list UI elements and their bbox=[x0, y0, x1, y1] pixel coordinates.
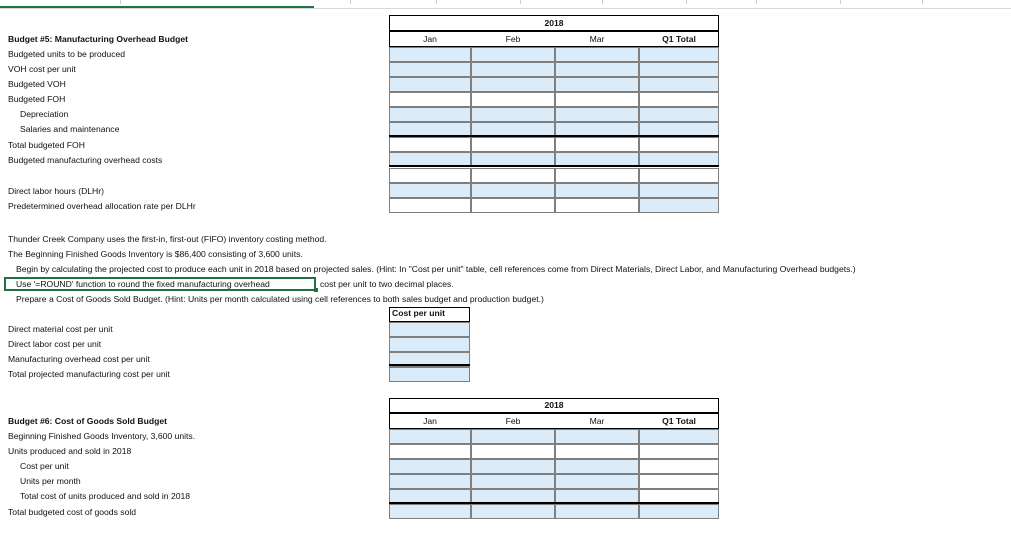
selected-column-indicator bbox=[0, 6, 314, 8]
b6-row-label: Total cost of units produced and sold in 2018 bbox=[20, 491, 191, 501]
budget6-input-cell[interactable] bbox=[471, 474, 555, 489]
b6-row-label: Units per month bbox=[20, 476, 81, 486]
budget5-input-cell[interactable] bbox=[639, 47, 719, 62]
cpu-row-label: Direct labor cost per unit bbox=[8, 339, 102, 349]
col-divider bbox=[436, 0, 437, 4]
budget5-input-cell[interactable] bbox=[555, 183, 639, 198]
col-divider bbox=[922, 0, 923, 4]
budget5-input-cell[interactable] bbox=[389, 183, 471, 198]
budget6-input-cell[interactable] bbox=[389, 504, 471, 519]
b5-total-rule bbox=[389, 165, 719, 167]
b5-row-label: Direct labor hours (DLHr) bbox=[8, 186, 104, 196]
note-fifo: Thunder Creek Company uses the first-in, first-out (FIFO) inventory costing method. bbox=[8, 234, 327, 244]
b6-title: Budget #6: Cost of Goods Sold Budget bbox=[8, 416, 167, 426]
budget6-input-cell[interactable] bbox=[389, 459, 471, 474]
budget5-input-cell[interactable] bbox=[555, 77, 639, 92]
col-divider bbox=[120, 0, 121, 4]
col-divider bbox=[686, 0, 687, 4]
note-cogs: Prepare a Cost of Goods Sold Budget. (Hint: Units per month calculated using cell references to both sales budget and production budget.) bbox=[16, 294, 544, 304]
b5-row-label: VOH cost per unit bbox=[8, 64, 76, 74]
b5-row-label: Budgeted FOH bbox=[8, 94, 66, 104]
fill-handle[interactable] bbox=[314, 288, 318, 292]
budget5-input-cell[interactable] bbox=[471, 168, 555, 183]
budget5-input-cell[interactable] bbox=[389, 47, 471, 62]
col-divider bbox=[520, 0, 521, 4]
b6-col-feb: Feb bbox=[505, 416, 521, 426]
budget5-input-cell[interactable] bbox=[639, 107, 719, 122]
budget6-input-cell[interactable] bbox=[555, 459, 639, 474]
budget5-input-cell[interactable] bbox=[555, 62, 639, 77]
budget6-input-cell[interactable] bbox=[639, 459, 719, 474]
b6-row-label: Cost per unit bbox=[20, 461, 69, 471]
note-beginning-inventory: The Beginning Finished Goods Inventory is $86,400 consisting of 3,600 units. bbox=[8, 249, 303, 259]
budget5-input-cell[interactable] bbox=[389, 62, 471, 77]
cpu-row-label: Total projected manufacturing cost per unit bbox=[8, 369, 170, 379]
budget5-input-cell[interactable] bbox=[555, 198, 639, 213]
b5-col-mar: Mar bbox=[589, 34, 605, 44]
budget5-input-cell[interactable] bbox=[639, 62, 719, 77]
budget5-input-cell[interactable] bbox=[471, 183, 555, 198]
budget6-input-cell[interactable] bbox=[471, 504, 555, 519]
budget5-input-cell[interactable] bbox=[389, 137, 471, 152]
b6-col-mar: Mar bbox=[589, 416, 605, 426]
budget5-input-cell[interactable] bbox=[389, 92, 471, 107]
budget6-input-cell[interactable] bbox=[471, 459, 555, 474]
b5-year: 2018 bbox=[544, 18, 564, 28]
b6-row-label: Beginning Finished Goods Inventory, 3,600 units. bbox=[8, 431, 196, 441]
b5-row-label: Total budgeted FOH bbox=[8, 140, 85, 150]
col-divider bbox=[756, 0, 757, 4]
cpu-row-label: Direct material cost per unit bbox=[8, 324, 113, 334]
col-divider bbox=[840, 0, 841, 4]
budget5-input-cell[interactable] bbox=[471, 198, 555, 213]
budget6-input-cell[interactable] bbox=[389, 474, 471, 489]
note-round-b: cost per unit to two decimal places. bbox=[320, 279, 454, 289]
note-round-a[interactable]: Use '=ROUND' function to round the fixed manufacturing overhead bbox=[16, 279, 270, 289]
budget6-input-cell[interactable] bbox=[639, 504, 719, 519]
b5-col-q1total: Q1 Total bbox=[662, 34, 696, 44]
cpu-input-cell[interactable] bbox=[389, 367, 470, 382]
budget6-input-cell[interactable] bbox=[389, 444, 471, 459]
budget6-input-cell[interactable] bbox=[471, 429, 555, 444]
budget5-input-cell[interactable] bbox=[555, 47, 639, 62]
b5-row-label: Budgeted manufacturing overhead costs bbox=[8, 155, 163, 165]
budget5-input-cell[interactable] bbox=[555, 107, 639, 122]
budget5-input-cell[interactable] bbox=[471, 62, 555, 77]
budget5-input-cell[interactable] bbox=[471, 77, 555, 92]
cpu-input-cell[interactable] bbox=[389, 337, 470, 352]
col-divider bbox=[350, 0, 351, 4]
budget5-input-cell[interactable] bbox=[639, 168, 719, 183]
budget6-input-cell[interactable] bbox=[639, 429, 719, 444]
budget6-input-cell[interactable] bbox=[555, 444, 639, 459]
b6-col-jan: Jan bbox=[423, 416, 437, 426]
budget5-input-cell[interactable] bbox=[389, 77, 471, 92]
b5-col-jan: Jan bbox=[423, 34, 437, 44]
cpu-input-cell[interactable] bbox=[389, 322, 470, 337]
budget5-input-cell[interactable] bbox=[639, 183, 719, 198]
b5-row-label: Depreciation bbox=[20, 109, 69, 119]
b5-col-feb: Feb bbox=[505, 34, 521, 44]
note-calc-cost: Begin by calculating the projected cost to produce each unit in 2018 based on projected sales. (Hint: In "Cost per unit" table, cell references come from Direct Materials, Direct Labor, and Manufacturing Overhead budgets.) bbox=[16, 264, 856, 274]
budget5-input-cell[interactable] bbox=[555, 137, 639, 152]
budget5-input-cell[interactable] bbox=[639, 77, 719, 92]
budget5-input-cell[interactable] bbox=[389, 198, 471, 213]
b5-row-label: Budgeted VOH bbox=[8, 79, 66, 89]
budget5-input-cell[interactable] bbox=[555, 92, 639, 107]
b5-title: Budget #5: Manufacturing Overhead Budget bbox=[8, 34, 189, 44]
budget6-input-cell[interactable] bbox=[555, 504, 639, 519]
budget6-input-cell[interactable] bbox=[555, 429, 639, 444]
col-divider bbox=[602, 0, 603, 4]
budget5-input-cell[interactable] bbox=[471, 137, 555, 152]
b5-row-label: Predetermined overhead allocation rate per DLHr bbox=[8, 201, 196, 211]
budget5-input-cell[interactable] bbox=[389, 168, 471, 183]
budget6-input-cell[interactable] bbox=[471, 444, 555, 459]
budget5-input-cell[interactable] bbox=[639, 198, 719, 213]
budget5-input-cell[interactable] bbox=[389, 107, 471, 122]
b6-year: 2018 bbox=[544, 400, 564, 410]
cpu-row-label: Manufacturing overhead cost per unit bbox=[8, 354, 150, 364]
b5-total-rule bbox=[389, 135, 719, 137]
budget6-input-cell[interactable] bbox=[639, 474, 719, 489]
b6-total-rule bbox=[389, 502, 719, 504]
budget5-input-cell[interactable] bbox=[639, 137, 719, 152]
b6-row-label: Total budgeted cost of goods sold bbox=[8, 507, 137, 517]
budget6-input-cell[interactable] bbox=[389, 429, 471, 444]
b5-row-label: Budgeted units to be produced bbox=[8, 49, 126, 59]
b6-col-q1total: Q1 Total bbox=[662, 416, 696, 426]
budget5-input-cell[interactable] bbox=[555, 168, 639, 183]
budget6-input-cell[interactable] bbox=[555, 474, 639, 489]
b5-row-label: Salaries and maintenance bbox=[20, 124, 120, 134]
cpu-header: Cost per unit bbox=[389, 307, 470, 322]
cpu-total-rule bbox=[389, 364, 470, 366]
budget6-input-cell[interactable] bbox=[639, 444, 719, 459]
budget5-input-cell[interactable] bbox=[471, 92, 555, 107]
budget5-input-cell[interactable] bbox=[471, 107, 555, 122]
budget5-input-cell[interactable] bbox=[639, 92, 719, 107]
b6-row-label: Units produced and sold in 2018 bbox=[8, 446, 132, 456]
budget5-input-cell[interactable] bbox=[471, 47, 555, 62]
